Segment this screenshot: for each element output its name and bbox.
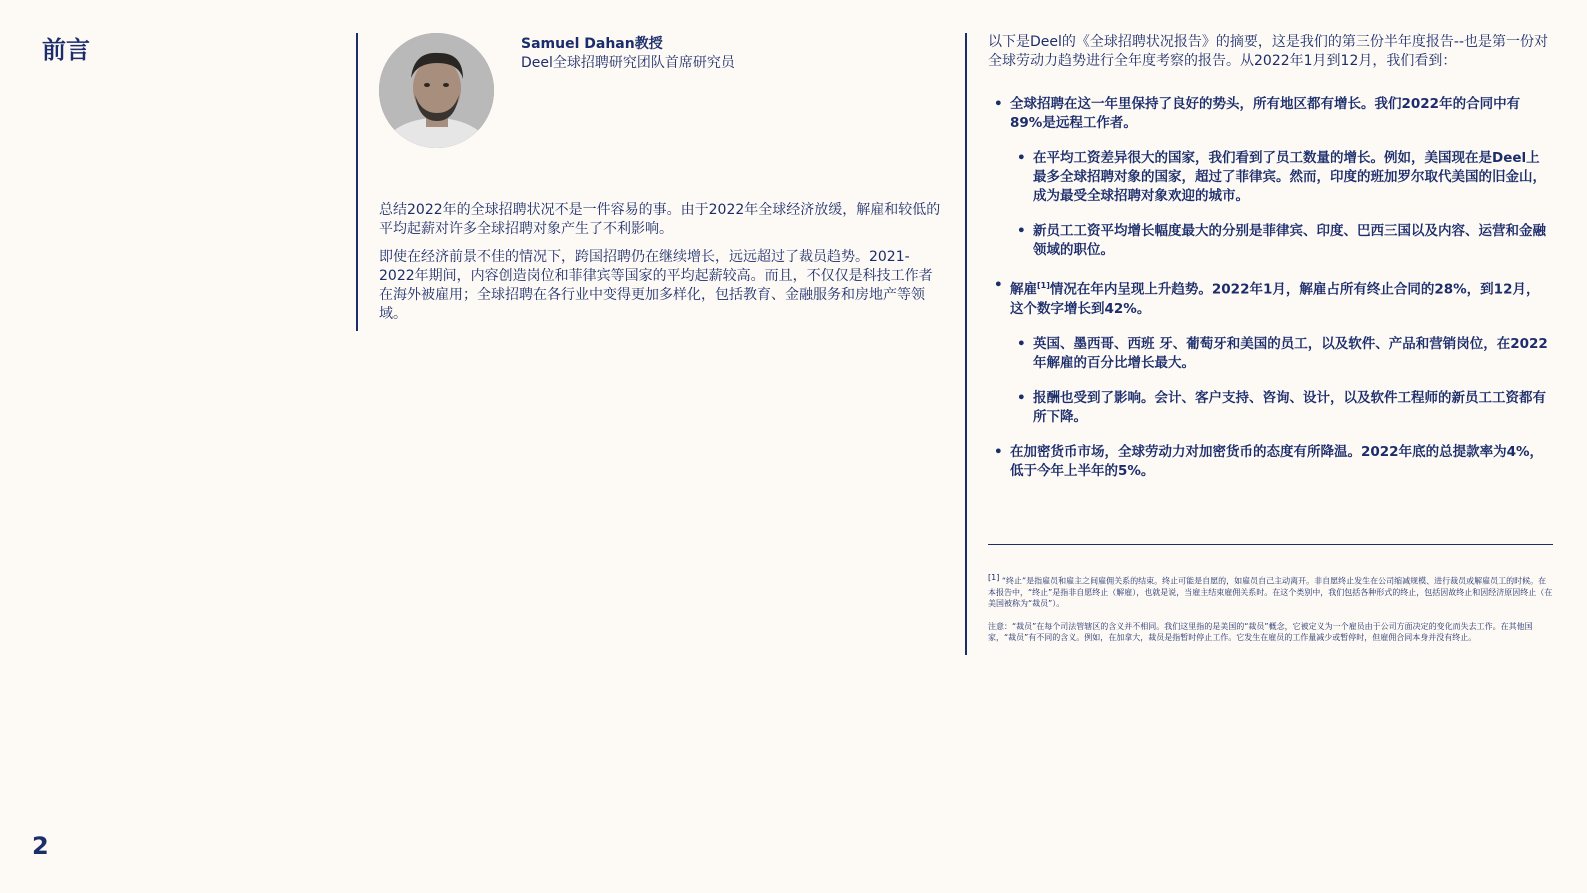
- intro-text: [379, 201, 945, 333]
- footnote-text: “终止”是指雇员和雇主之间雇佣关系的结束。终止可能是自愿的，如雇员自己主动离开。非自愿终止发生在公司缩减规模、进行裁员或解雇员工的时候。在本报告中，“终止”是指非自愿终止（解雇），也就是说，当雇主结束雇佣关系时。在这个类别中，我们包括各种形式的终止，包括因故终止和因经济原因终止（在美国被称为“裁员”）。: [988, 576, 1553, 608]
- intro-paragraph: 即使在经济前景不佳的情况下，跨国招聘仍在继续增长，远远超过了裁员趋势。2021-2022年期间，内容创造岗位和菲律宾等国家的平均起薪较高。而且，不仅仅是科技工作者在海外被雇用；全球招聘在各行业中变得更加多样化，包括教育、金融服务和房地产等领域。: [379, 249, 933, 322]
- summary-bullets: [988, 95, 1551, 497]
- footnote-divider: [988, 544, 1553, 545]
- sub-bullet-item: • 在平均工资差异很大的国家，我们看到了员工数量的增长。例如，美国现在是Deel上最多全球招聘对象的国家，超过了菲律宾。然而，印度的班加罗尔取代美国的旧金山，成为最受全球招聘对象欢迎的城市。: [988, 149, 1551, 206]
- author-role: Deel全球招聘研究团队首席研究员: [521, 55, 735, 71]
- sub-bullet-item: • 报酬也受到了影响。会计、客户支持、咨询、设计，以及软件工程师的新员工工资都有所下降。: [988, 389, 1551, 427]
- author-portrait-icon: [379, 33, 494, 148]
- bullet-text: 情况在年内呈现上升趋势。2022年1月，解雇占所有终止合同的28%，到12月，这个数字增长到42%。: [1010, 281, 1540, 317]
- footnote-ref[interactable]: [1]: [1037, 281, 1050, 290]
- author-photo: [379, 33, 494, 148]
- bullet-item: • 在加密货币市场，全球劳动力对加密货币的态度有所降温。2022年底的总提款率为4%，低于今年上半年的5%。: [988, 443, 1551, 481]
- page-title: 前言: [42, 36, 90, 64]
- summary-column: [965, 33, 1557, 655]
- page-number: 2: [32, 832, 49, 860]
- author-column: [356, 33, 948, 331]
- summary-lead: 以下是Deel的《全球招聘状况报告》的摘要，这是我们的第三份半年度报告--也是第一份对全球劳动力趋势进行全年度考察的报告。从2022年1月到12月，我们看到：: [988, 34, 1548, 69]
- intro-paragraph: 总结2022年的全球招聘状况不是一件容易的事。由于2022年全球经济放缓，解雇和较低的平均起薪对许多全球招聘对象产生了不利影响。: [379, 202, 941, 237]
- bullet-item: [988, 276, 1551, 319]
- footnote-marker: [1]: [988, 573, 1000, 582]
- bullet-item: • 全球招聘在这一年里保持了良好的势头，所有地区都有增长。我们2022年的合同中有89%是远程工作者。: [988, 95, 1551, 133]
- footnote: [988, 572, 1553, 609]
- author-name: Samuel Dahan教授: [521, 36, 663, 52]
- footnotes: [988, 572, 1553, 655]
- footnote: 注意：“裁员”在每个司法管辖区的含义并不相同。我们这里指的是美国的“裁员”概念，它被定义为一个雇员由于公司方面决定的变化而失去工作。在其他国家，“裁员”有不同的含义。例如，在加拿大，裁员是指暂时停止工作。它发生在雇员的工作量减少或暂停时，但雇佣合同本身并没有终止。: [988, 621, 1533, 642]
- bullet-text: 解雇: [1010, 281, 1037, 298]
- sub-bullet-item: • 英国、墨西哥、西班 牙、葡萄牙和美国的员工，以及软件、产品和营销岗位，在2022年解雇的百分比增长最大。: [988, 335, 1551, 373]
- sub-bullet-item: • 新员工工资平均增长幅度最大的分别是菲律宾、印度、巴西三国以及内容、运营和金融领域的职位。: [988, 222, 1551, 260]
